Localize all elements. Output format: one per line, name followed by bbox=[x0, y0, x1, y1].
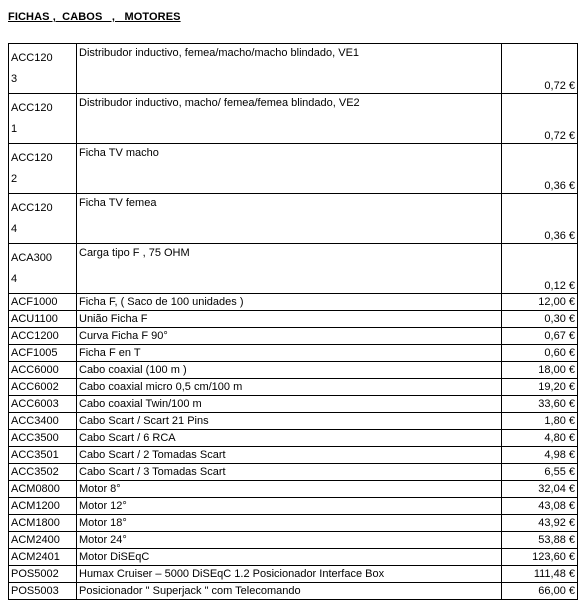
product-code-cell bbox=[9, 144, 77, 194]
table-row bbox=[9, 532, 578, 549]
product-code: ACF1005 bbox=[9, 345, 77, 362]
product-code-suffix: 1 bbox=[11, 123, 18, 135]
product-price: 66,00 € bbox=[502, 583, 578, 600]
table-row bbox=[9, 94, 578, 144]
product-code: ACM2400 bbox=[9, 532, 77, 549]
product-description: Ficha TV macho bbox=[77, 144, 502, 194]
table-row bbox=[9, 311, 578, 328]
price-table-body bbox=[9, 44, 578, 600]
table-row bbox=[9, 464, 578, 481]
product-code: ACM1800 bbox=[9, 515, 77, 532]
product-price: 32,04 € bbox=[502, 481, 578, 498]
product-code: POS5003 bbox=[9, 583, 77, 600]
table-row bbox=[9, 447, 578, 464]
product-description: Ficha F, ( Saco de 100 unidades ) bbox=[77, 294, 502, 311]
product-code-line: ACC120 bbox=[11, 102, 53, 114]
product-code: ACM0800 bbox=[9, 481, 77, 498]
product-code-suffix: 4 bbox=[11, 273, 18, 285]
product-code: ACC3501 bbox=[9, 447, 77, 464]
price-table bbox=[8, 43, 578, 600]
table-row bbox=[9, 362, 578, 379]
product-price: 18,00 € bbox=[502, 362, 578, 379]
table-row bbox=[9, 194, 578, 244]
product-description: Cabo Scart / 3 Tomadas Scart bbox=[77, 464, 502, 481]
product-code-cell bbox=[9, 44, 77, 94]
table-row bbox=[9, 413, 578, 430]
product-description: Posicionador " Superjack " com Telecomando bbox=[77, 583, 502, 600]
product-description: Cabo coaxial micro 0,5 cm/100 m bbox=[77, 379, 502, 396]
product-price: 43,92 € bbox=[502, 515, 578, 532]
product-description: Curva Ficha F 90° bbox=[77, 328, 502, 345]
product-price: 0,12 € bbox=[502, 244, 578, 294]
product-code: ACC6003 bbox=[9, 396, 77, 413]
product-price: 0,72 € bbox=[502, 94, 578, 144]
product-price: 12,00 € bbox=[502, 294, 578, 311]
product-price: 0,72 € bbox=[502, 44, 578, 94]
product-price: 111,48 € bbox=[502, 566, 578, 583]
table-row bbox=[9, 549, 578, 566]
product-code-suffix: 3 bbox=[11, 73, 18, 85]
table-row bbox=[9, 294, 578, 311]
product-description: Humax Cruiser – 5000 DiSEqC 1.2 Posicionador Interface Box bbox=[77, 566, 502, 583]
product-code: ACC3500 bbox=[9, 430, 77, 447]
product-description: Motor 8° bbox=[77, 481, 502, 498]
page-title: FICHAS , CABOS , MOTORES bbox=[8, 11, 181, 23]
product-description: Distribudor inductivo, femea/macho/macho blindado, VE1 bbox=[77, 44, 502, 94]
product-description: Motor 12° bbox=[77, 498, 502, 515]
product-description: Cabo coaxial (100 m ) bbox=[77, 362, 502, 379]
product-code: ACC1200 bbox=[9, 328, 77, 345]
product-code-suffix: 2 bbox=[11, 173, 18, 185]
product-code-line: ACC120 bbox=[11, 202, 53, 214]
product-description: Motor 18° bbox=[77, 515, 502, 532]
table-row bbox=[9, 345, 578, 362]
product-price: 6,55 € bbox=[502, 464, 578, 481]
table-row bbox=[9, 481, 578, 498]
product-price: 53,88 € bbox=[502, 532, 578, 549]
table-row bbox=[9, 566, 578, 583]
product-price: 43,08 € bbox=[502, 498, 578, 515]
table-row bbox=[9, 498, 578, 515]
product-code: ACC6002 bbox=[9, 379, 77, 396]
product-price: 4,98 € bbox=[502, 447, 578, 464]
product-code-line: ACC120 bbox=[11, 152, 53, 164]
product-description: União Ficha F bbox=[77, 311, 502, 328]
product-code-cell bbox=[9, 194, 77, 244]
table-row bbox=[9, 430, 578, 447]
product-price: 123,60 € bbox=[502, 549, 578, 566]
product-description: Motor 24° bbox=[77, 532, 502, 549]
product-price: 0,36 € bbox=[502, 144, 578, 194]
product-price: 0,67 € bbox=[502, 328, 578, 345]
table-row bbox=[9, 379, 578, 396]
product-code: ACU1100 bbox=[9, 311, 77, 328]
product-price: 0,30 € bbox=[502, 311, 578, 328]
product-code-cell bbox=[9, 94, 77, 144]
product-code-line: ACA300 bbox=[11, 252, 52, 264]
product-code: ACC6000 bbox=[9, 362, 77, 379]
product-price: 1,80 € bbox=[502, 413, 578, 430]
table-row bbox=[9, 328, 578, 345]
product-code: ACM2401 bbox=[9, 549, 77, 566]
product-price: 19,20 € bbox=[502, 379, 578, 396]
product-price: 0,60 € bbox=[502, 345, 578, 362]
table-row bbox=[9, 515, 578, 532]
table-row bbox=[9, 44, 578, 94]
table-row bbox=[9, 396, 578, 413]
table-row bbox=[9, 583, 578, 600]
product-price: 33,60 € bbox=[502, 396, 578, 413]
product-description: Ficha TV femea bbox=[77, 194, 502, 244]
product-price: 0,36 € bbox=[502, 194, 578, 244]
product-description: Cabo Scart / 6 RCA bbox=[77, 430, 502, 447]
product-description: Motor DiSEqC bbox=[77, 549, 502, 566]
product-description: Carga tipo F , 75 OHM bbox=[77, 244, 502, 294]
product-description: Cabo coaxial Twin/100 m bbox=[77, 396, 502, 413]
product-code-suffix: 4 bbox=[11, 223, 18, 235]
product-code: ACF1000 bbox=[9, 294, 77, 311]
product-description: Cabo Scart / Scart 21 Pins bbox=[77, 413, 502, 430]
product-code: ACM1200 bbox=[9, 498, 77, 515]
product-description: Ficha F en T bbox=[77, 345, 502, 362]
product-price: 4,80 € bbox=[502, 430, 578, 447]
table-row bbox=[9, 244, 578, 294]
product-code-cell bbox=[9, 244, 77, 294]
product-code: ACC3502 bbox=[9, 464, 77, 481]
table-row bbox=[9, 144, 578, 194]
product-description: Distribudor inductivo, macho/ femea/femea blindado, VE2 bbox=[77, 94, 502, 144]
product-code-line: ACC120 bbox=[11, 52, 53, 64]
product-code: ACC3400 bbox=[9, 413, 77, 430]
product-description: Cabo Scart / 2 Tomadas Scart bbox=[77, 447, 502, 464]
product-code: POS5002 bbox=[9, 566, 77, 583]
